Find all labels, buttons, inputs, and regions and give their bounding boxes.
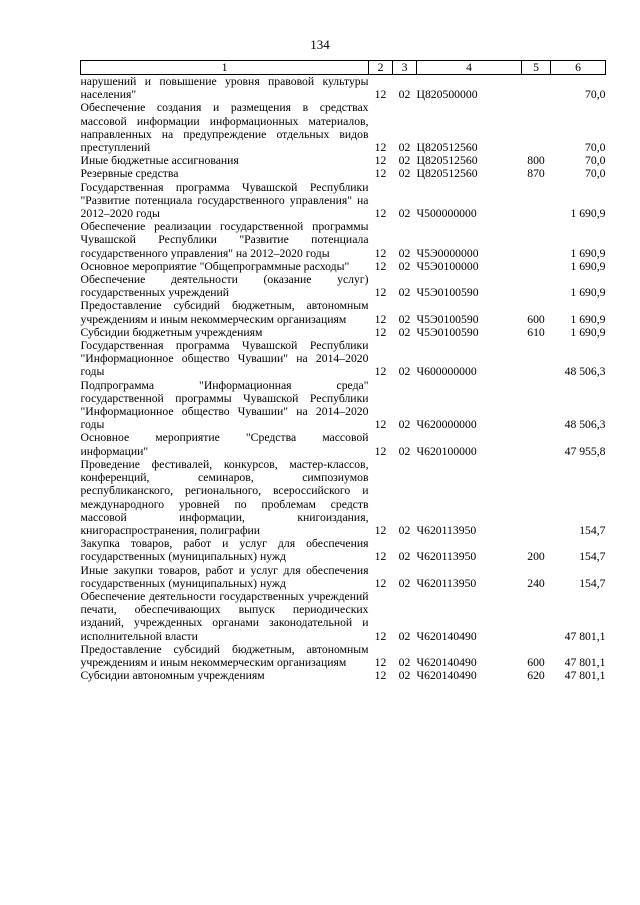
row-amount: 47 801,1 (564, 669, 606, 683)
page-number: 134 (310, 37, 330, 52)
row-subsection: 02 (398, 154, 411, 168)
header-col-4: 4 (417, 61, 522, 75)
row-subsection: 02 (398, 576, 411, 590)
row-expense-type: 600 (527, 312, 545, 326)
row-name: Предоставление субсидий бюджетным, автономным учреждениям и иным некоммерческим организациям (80, 642, 369, 669)
row-target-article: Ч500000000 (416, 207, 477, 221)
table-row (81, 339, 606, 379)
table-row (81, 181, 606, 221)
row-expense-type: 620 (527, 669, 545, 683)
table-row (81, 431, 606, 457)
row-section: 12 (374, 444, 387, 458)
row-name: нарушений и повышение уровня правовой культуры населения" (80, 75, 369, 102)
row-name: Обеспечение деятельности (оказание услуг) государственных учреждений (80, 273, 369, 300)
row-expense-type (522, 458, 551, 537)
table-row (81, 101, 606, 154)
row-name: Иные закупки товаров, работ и услуг для обеспечения государственных (муниципальных) нужд (80, 563, 369, 590)
row-target-article: Ч620100000 (416, 444, 477, 458)
row-target-article: Ч5Э0100590 (416, 325, 479, 339)
row-expense-type (522, 260, 551, 273)
row-section: 12 (374, 207, 387, 221)
row-amount: 70,0 (585, 141, 606, 155)
header-col-1: 1 (81, 61, 369, 75)
row-target-article: Ч600000000 (416, 365, 477, 379)
row-subsection: 02 (398, 444, 411, 458)
header-col-5: 5 (522, 61, 551, 75)
row-section: 12 (374, 365, 387, 379)
row-name: Иные бюджетные ассигнования (80, 154, 239, 168)
row-name: Резервные средства (80, 167, 179, 181)
row-subsection: 02 (398, 365, 411, 379)
row-subsection: 02 (398, 550, 411, 564)
row-section: 12 (374, 576, 387, 590)
row-section: 12 (374, 418, 387, 432)
row-amount: 154,7 (579, 550, 606, 564)
table-row (81, 590, 606, 643)
row-name: Обеспечение реализации государственной программы Чувашской Республики "Развитие потенциала государственного управления" на 2012–2020 годы (80, 220, 369, 260)
row-section: 12 (374, 246, 387, 260)
row-target-article: Ц820512560 (416, 141, 478, 155)
row-expense-type (522, 379, 551, 432)
row-subsection: 02 (398, 312, 411, 326)
row-amount: 47 801,1 (564, 629, 606, 643)
row-amount: 70,0 (585, 167, 606, 181)
row-amount: 1 690,9 (570, 325, 606, 339)
row-section: 12 (374, 167, 387, 181)
row-amount: 1 690,9 (570, 207, 606, 221)
row-subsection: 02 (398, 669, 411, 683)
table-row (81, 154, 606, 167)
table-row (81, 643, 606, 669)
row-subsection: 02 (398, 259, 411, 273)
row-subsection: 02 (398, 167, 411, 181)
row-subsection: 02 (398, 141, 411, 155)
row-expense-type (522, 101, 551, 154)
row-subsection: 02 (398, 655, 411, 669)
row-section: 12 (374, 655, 387, 669)
budget-table (80, 60, 606, 682)
row-subsection: 02 (398, 325, 411, 339)
row-expense-type (522, 339, 551, 379)
header-col-3: 3 (393, 61, 417, 75)
row-target-article: Ч620140490 (416, 669, 477, 683)
row-name: Проведение фестивалей, конкурсов, мастер-классов, конференций, семинаров, симпозиумов республиканского, регионального, всероссийского и международного уровней по проблемам средств массовой информации, книгоиздания, книгораспространения, полиграфии (80, 457, 369, 537)
row-amount: 48 506,3 (564, 418, 606, 432)
row-amount: 154,7 (579, 576, 606, 590)
row-section: 12 (374, 312, 387, 326)
table-row (81, 326, 606, 339)
row-target-article: Ч5Э0100590 (416, 286, 479, 300)
row-expense-type: 610 (527, 325, 545, 339)
table-row (81, 669, 606, 682)
row-section: 12 (374, 286, 387, 300)
row-name: Основное мероприятие "Средства массовой информации" (80, 431, 369, 458)
row-target-article: Ч5Э0100590 (416, 312, 479, 326)
row-amount: 154,7 (579, 523, 606, 537)
row-target-article: Ц820512560 (416, 167, 478, 181)
row-subsection: 02 (398, 207, 411, 221)
table-row (81, 75, 606, 102)
table-row (81, 299, 606, 325)
row-expense-type (522, 273, 551, 299)
row-section: 12 (374, 669, 387, 683)
row-target-article: Ч620140490 (416, 655, 477, 669)
row-expense-type (522, 220, 551, 260)
row-subsection: 02 (398, 88, 411, 102)
table-row (81, 458, 606, 537)
row-name: Обеспечение деятельности государственных учреждений печати, обеспечивающих выпуск периодических изданий, учрежденных органами законодательной и исполнительной власти (80, 589, 369, 643)
row-subsection: 02 (398, 629, 411, 643)
row-target-article: Ч5Э0100000 (416, 259, 479, 273)
row-expense-type (522, 75, 551, 102)
table-row (81, 260, 606, 273)
row-section: 12 (374, 259, 387, 273)
row-name: Основное мероприятие "Общепрограммные расходы" (80, 259, 350, 273)
row-section: 12 (374, 550, 387, 564)
row-section: 12 (374, 325, 387, 339)
row-expense-type (522, 590, 551, 643)
row-subsection: 02 (398, 246, 411, 260)
row-target-article: Ц820500000 (416, 88, 478, 102)
row-amount: 47 801,1 (564, 655, 606, 669)
row-section: 12 (374, 154, 387, 168)
row-target-article: Ч620140490 (416, 629, 477, 643)
row-section: 12 (374, 523, 387, 537)
table-row (81, 220, 606, 260)
row-section: 12 (374, 141, 387, 155)
row-amount: 1 690,9 (570, 246, 606, 260)
row-name: Субсидии автономным учреждениям (80, 669, 265, 683)
row-name: Государственная программа Чувашской Республики "Развитие потенциала государственного управления" на 2012–2020 годы (80, 180, 369, 221)
row-target-article: Ц820512560 (416, 154, 478, 168)
header-col-2: 2 (369, 61, 393, 75)
row-name: Субсидии бюджетным учреждениям (80, 325, 263, 339)
row-amount: 1 690,9 (570, 286, 606, 300)
row-expense-type: 200 (527, 550, 545, 564)
table-row (81, 537, 606, 563)
row-name: Обеспечение создания и размещения в средствах массовой информации информационных материалов, направленных на предупреждение отдельных видов преступлений (80, 101, 369, 155)
row-amount: 1 690,9 (570, 259, 606, 273)
row-target-article: Ч620113950 (416, 523, 477, 537)
row-expense-type: 800 (527, 154, 545, 168)
row-expense-type: 600 (527, 655, 545, 669)
row-amount: 70,0 (585, 88, 606, 102)
row-amount: 70,0 (585, 154, 606, 168)
table-header-row (81, 61, 606, 75)
row-target-article: Ч620113950 (416, 576, 477, 590)
row-amount: 48 506,3 (564, 365, 606, 379)
row-name: Государственная программа Чувашской Республики "Информационное общество Чувашии" на 2014–2020 годы (80, 339, 369, 379)
row-expense-type (522, 431, 551, 457)
row-name: Предоставление субсидий бюджетным, автономным учреждениям и иным некоммерческим организациям (80, 299, 369, 326)
row-name: Подпрограмма "Информационная среда" государственной программы Чувашской Республики "Информационное общество Чувашии" на 2014–2020 годы (80, 378, 369, 432)
row-expense-type (522, 181, 551, 221)
row-expense-type: 870 (527, 167, 545, 181)
row-target-article: Ч620113950 (416, 550, 477, 564)
row-amount: 47 955,8 (564, 444, 606, 458)
table-row (81, 564, 606, 590)
row-amount: 1 690,9 (570, 312, 606, 326)
row-name: Закупка товаров, работ и услуг для обеспечения государственных (муниципальных) нужд (80, 537, 369, 564)
row-target-article: Ч5Э0000000 (416, 246, 479, 260)
row-subsection: 02 (398, 286, 411, 300)
table-row (81, 167, 606, 180)
row-subsection: 02 (398, 418, 411, 432)
row-section: 12 (374, 629, 387, 643)
row-subsection: 02 (398, 523, 411, 537)
row-section: 12 (374, 88, 387, 102)
table-row (81, 273, 606, 299)
header-col-6: 6 (551, 61, 606, 75)
row-target-article: Ч620000000 (416, 418, 477, 432)
row-expense-type: 240 (527, 576, 545, 590)
table-row (81, 379, 606, 432)
